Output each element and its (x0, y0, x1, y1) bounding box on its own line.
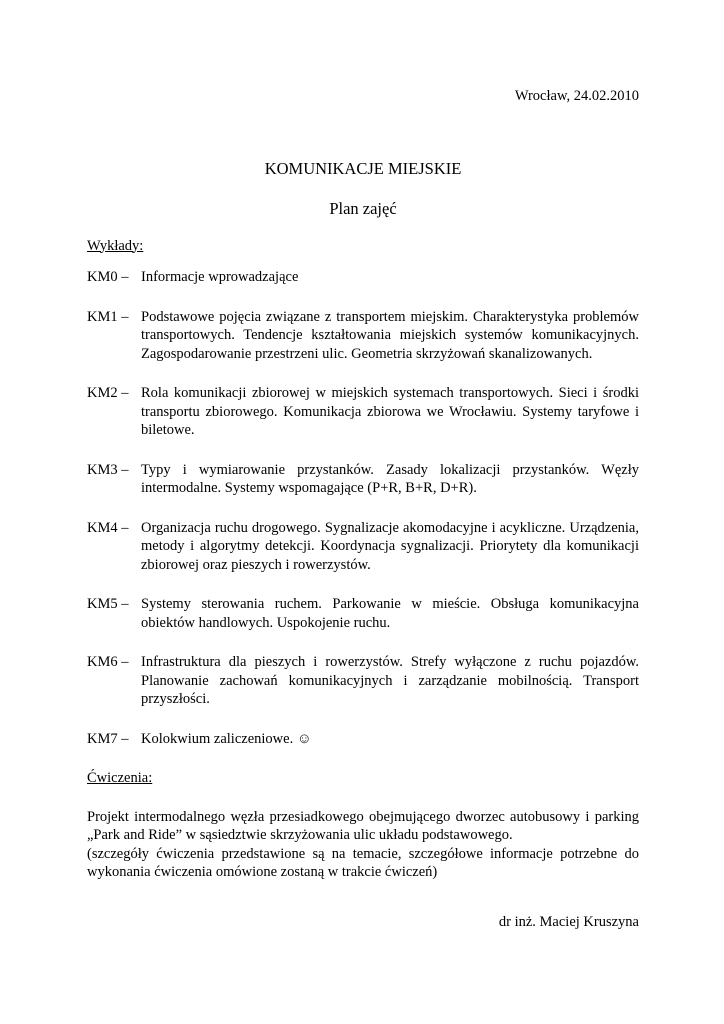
exercise-project-description: Projekt intermodalnego węzła przesiadkowego obejmującego dworzec autobusowy i parking „Park and Ride” w sąsiedztwie skrzyżowania ulic układu podstawowego. (87, 808, 639, 843)
lecture-description: Infrastruktura dla pieszych i rowerzystów. Strefy wyłączone z ruchu pojazdów. Planowanie zachowań komunikacyjnych i zarządzanie mobilnością. Transport przyszłości. (141, 654, 639, 707)
exercise-details-note: (szczegóły ćwiczenia przedstawione są na temacie, szczegółowe informacje potrzebne do wykonania ćwiczenia omówione zostaną w trakcie ćwiczeń) (87, 845, 639, 880)
lecture-code: KM0 – (87, 269, 129, 285)
lecture-description: Informacje wprowadzające (141, 269, 299, 285)
lecture-code: KM6 – (87, 654, 129, 670)
list-item (87, 519, 639, 575)
list-item (87, 384, 639, 440)
document-page (87, 87, 639, 931)
document-subtitle: Plan zajęć (329, 198, 397, 218)
lecture-description: Rola komunikacji zbiorowej w miejskich systemach transportowych. Sieci i środki transportu zbiorowego. Komunikacja zbiorowa we Wrocławiu. Systemy taryfowe i biletowe. (141, 385, 639, 438)
lecture-description: Organizacja ruchu drogowego. Sygnalizacje akomodacyjne i acykliczne. Urządzenia, metody i algorytmy detekcji. Koordynacja sygnalizacji. Priorytety dla komunikacji zbiorowej oraz pieszych i rowerzystów. (141, 519, 639, 573)
list-item (87, 268, 639, 287)
list-item (87, 461, 639, 498)
list-item (87, 308, 639, 364)
lectures-heading: Wykłady: (87, 237, 144, 254)
author-signature: dr inż. Maciej Kruszyna (498, 913, 639, 930)
lecture-description: Typy i wymiarowanie przystanków. Zasady lokalizacji przystanków. Węzły intermodalne. Systemy wspomagające (P+R, B+R, D+R). (141, 461, 639, 496)
document-title: KOMUNIKACJE MIEJSKIE (264, 158, 462, 178)
lecture-code: KM5 – (87, 596, 129, 612)
lecture-code: KM1 – (87, 308, 129, 325)
lecture-code: KM2 – (87, 385, 129, 401)
lecture-code: KM7 – (87, 730, 129, 747)
date-line: Wrocław, 24.02.2010 (514, 88, 639, 104)
list-item (87, 653, 639, 709)
lecture-description: Podstawowe pojęcia związane z transportem miejskim. Charakterystyka problemów transportowych. Tendencje kształtowania miejskich systemów komunikacyjnych. Zagospodarowanie przestrzeni ulic. Geometria skrzyżowań skanalizowanych. (141, 308, 639, 362)
list-item (87, 730, 639, 749)
lecture-description: Systemy sterowania ruchem. Parkowanie w mieście. Obsługa komunikacyjna obiektów handlowych. Uspokojenie ruchu. (141, 596, 639, 631)
list-item (87, 595, 639, 632)
exercises-heading: Ćwiczenia: (87, 770, 153, 786)
lecture-code: KM3 – (87, 461, 129, 478)
lecture-list (87, 268, 639, 748)
lecture-code: KM4 – (87, 519, 129, 536)
lecture-description: Kolokwium zaliczeniowe. ☺ (141, 730, 312, 747)
